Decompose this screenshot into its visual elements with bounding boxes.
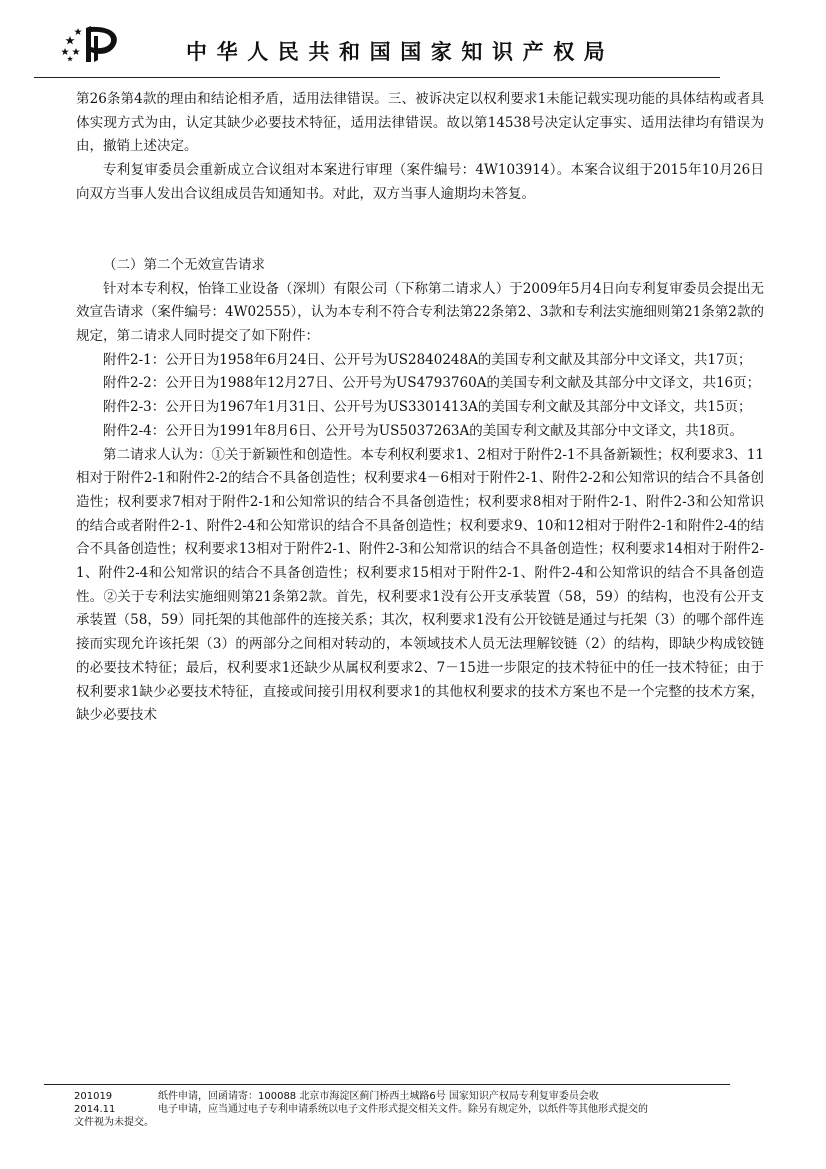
footer-line: [74, 1116, 774, 1129]
paragraph: 专利复审委员会重新成立合议组对本案进行审理（案件编号：4W103914）。本案合议组于2015年10月26日向双方当事人发出合议组成员告知通知书。对此，双方当事人逾期均未答复。: [76, 162, 764, 202]
document-body: [76, 88, 764, 728]
star-icon: [61, 48, 69, 55]
footer-text: 文件视为未提交。: [74, 1117, 154, 1128]
header-divider: [34, 77, 720, 78]
form-code: 201019: [74, 1091, 113, 1102]
footer-line: [74, 1103, 774, 1116]
paragraph: 针对本专利权，怡锋工业设备（深圳）有限公司（下称第二请求人）于2009年5月4日向专利复审委员会提出无效宣告请求（案件编号：4W02555），认为本专利不符合专利法第22条第2、3款和专利法实施细则第21条第2款的规定，第二请求人同时提交了如下附件：: [76, 280, 764, 345]
form-date: 2014.11: [74, 1104, 116, 1115]
star-icon: [72, 48, 80, 55]
star-icon: [74, 28, 82, 35]
star-icon: [67, 56, 73, 61]
paragraph: 附件2-2：公开日为1988年12月27日、公开号为US4793760A的美国专利文献及其部分中文译文，共16页；: [103, 375, 761, 392]
star-icon: [65, 36, 74, 44]
paragraph: 附件2-3：公开日为1967年1月31日、公开号为US3301413A的美国专利文献及其部分中文译文，共15页；: [103, 399, 752, 416]
paragraph: 附件2-1：公开日为1958年6月24日、公开号为US2840248A的美国专利文献及其部分中文译文，共17页；: [103, 351, 752, 368]
section-heading: （二）第二个无效宣告请求: [103, 256, 265, 273]
footer-divider: [44, 1084, 730, 1085]
footer: [74, 1090, 774, 1129]
footer-text: 电子申请，应当通过电子专利申请系统以电子文件形式提交相关文件。除另有规定外，以纸件等其他形式提交的: [158, 1104, 648, 1115]
page-title: 中华人民共和国国家知识产权局: [186, 40, 615, 64]
footer-text: 纸件申请，回函请寄：100088 北京市海淀区蓟门桥西土城路6号 国家知识产权局专利复审委员会收: [158, 1091, 599, 1102]
office-logo: [58, 22, 124, 66]
paragraph: 第26条第4款的理由和结论相矛盾，适用法律错误。三、被诉决定以权利要求1未能记载实现功能的具体结构或者具体实现方式为由，认定其缺少必要技术特征，适用法律错误。故以第14538号决定认定事实、适用法律均有错误为由，撤销上述决定。: [76, 91, 764, 155]
paragraph: 附件2-4：公开日为1991年8月6日、公开号为US5037263A的美国专利文献及其部分中文译文，共18页。: [103, 422, 743, 439]
footer-line: [74, 1090, 774, 1103]
paragraph: 第二请求人认为：①关于新颖性和创造性。本专利权利要求1、2相对于附件2-1不具备新颖性；权利要求3、11相对于附件2-1和附件2-2的结合不具备创造性；权利要求4－6相对于附件2-1、附件2-2和公知常识的结合不具备创造性；权利要求7相对于附件2-1和公知常识的结合不具备创造性；权利要求8相对于附件2-1、附件2-3和公知常识的结合或者附件2-1、附件2-4和公知常识的结合不具备创造性；权利要求9、10和12相对于附件2-1和附件2-4的结合不具备创造性；权利要求13相对于附件2-1、附件2-3和公知常识的结合不具备创造性；权利要求14相对于附件2-1、附件2-4和公知常识的结合不具备创造性；权利要求15相对于附件2-1、附件2-4和公知常识的结合不具备创造性。②关于专利法实施细则第21条第2款。首先，权利要求1没有公开支承装置（58，59）的结构，也没有公开支承装置（58，59）同托架的其他部件的连接关系；其次，权利要求1没有公开铰链是通过与托架（3）的哪个部件连接而实现允许该托架（3）的两部分之间相对转动的，本领域技术人员无法理解铰链（2）的结构，即缺少构成铰链的必要技术特征；最后，权利要求1还缺少从属权利要求2、7－15进一步限定的技术特征中的任一技术特征；由于权利要求1缺少必要技术特征，直接或间接引用权利要求1的其他权利要求的技术方案也不是一个完整的技术方案，缺少必要技术: [76, 446, 764, 724]
